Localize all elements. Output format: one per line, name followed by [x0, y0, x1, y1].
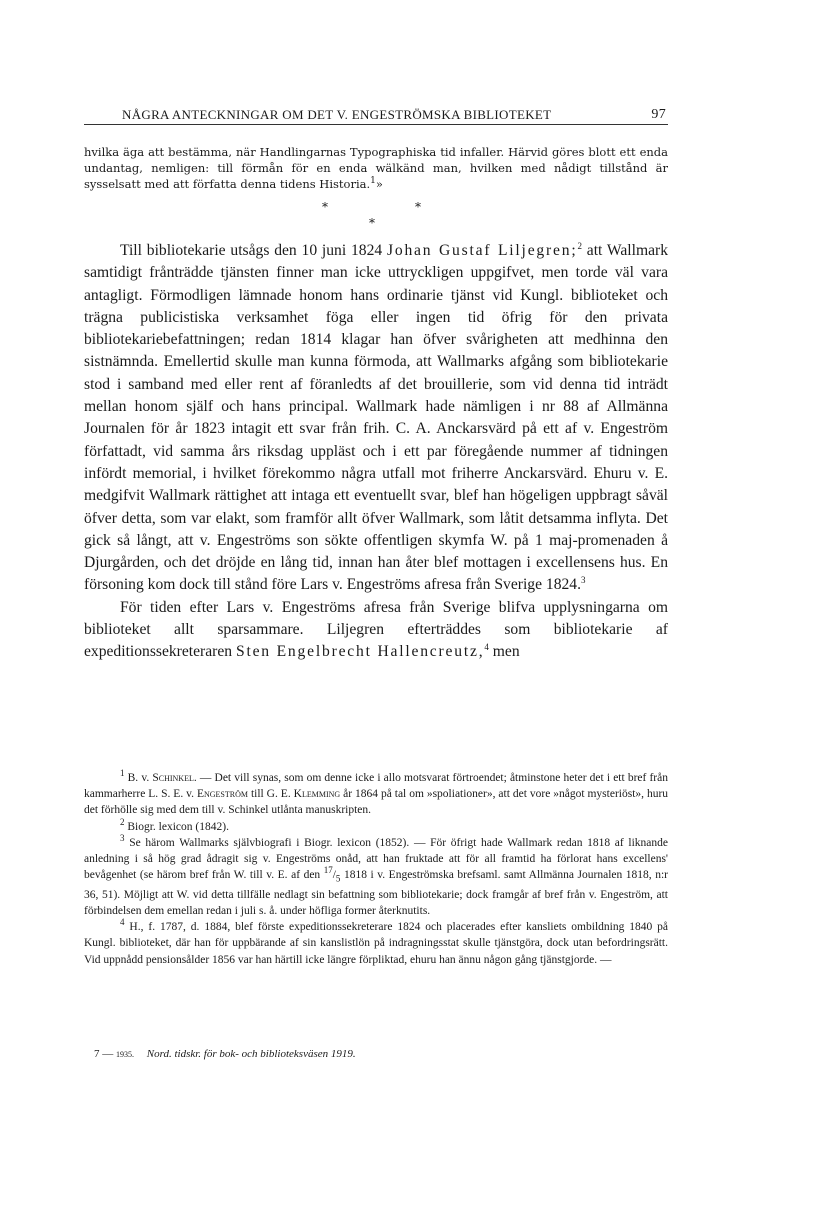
footnote-4 [84, 919, 668, 968]
paragraph-1-body: att Wallmark samtidigt frånträdde tjänsten finner man icke uttryckligen uppgifvet, men torde väl vara antagligt. Förmodligen lämnade honom hans ordinarie tjänst vid Kungl. biblioteket och trägna publicistiska verksamhet föga eller ingen tid öfrig för den privata bibliotekariebefattningen; redan 1814 klagar han öfver svårigheten att medhinna den sistnämnda. Emellertid skulle man kunna förmoda, att Wallmarks afgång som bibliotekarie stod i samband med eller rent af föranledts af det brouillerie, som vid denna tid inträdt mellan honom själf och hans principal. Wallmark hade nämligen i nr 88 af Allmänna Journalen för år 1823 intagit ett svar från frih. C. A. Anckarsvärd på ett af v. Engeström författadt, vid samma års riksdag uppläst och i ett par föregående nummer af tidningen infördt memorial, i hvilket förekommo några utfall mot friherre Anckarsvärd. Ehuru v. E. medgifvit Wallmark rättighet att intaga ett eventuellt svar, blef han högeligen uppbragt såväl öfver detta, som var elakt, som framför allt öfver Wallmark, som låtit detsamma inflyta. Det gick så långt, att v. Engeströms son sökte offentligen skymfa W. på 1 maj-promenaden å Djurgården, och det dröjde en lång tid, innan han åter blef mottagen i excellensens hus. En försoning kom dock till stånd före Lars v. Engeströms afresa från Sverige 1824. [84, 242, 668, 594]
closing-quote: » [375, 177, 383, 191]
footnotes [84, 770, 668, 968]
footnote-1-mark: 1 [120, 768, 125, 779]
section-ornament [84, 200, 668, 232]
footnote-4-mark: 4 [120, 917, 125, 928]
footnote-1-author: Schinkel. [152, 772, 197, 784]
footnote-1-name-engestrom: Engeström [196, 788, 248, 801]
footnote-3: $^3$ Se härom Wallmarks självbiografi i Biogr. lexicon (1852). — För öfrigt hade Wallmark redan 1818 af liknande anledning i så hög grad ådragit sig v. Engeströms onåd, att han fruktade att för all framtid ha förlorat hans excellens' bevågenhet (se härom bref från W. till v. E. af den $^{17}/_5$ 1818 i v. Engeströmska brefsaml. samt Allmänna Journalen 1818, n:r 36, 51). Möjligt att W. vid detta tillfälle nedlagt sin befattning som bibliotekarie; dock framgår af bref från v. Engeström, att förbindelsen dem emellan redan i juli s. å. under höfliga former återknutits. [84, 832, 669, 917]
footnote-4-text: H., f. 1787, d. 1884, blef förste expeditionssekreterare 1824 och placerades efter kansliets ombildning 1840 på Kungl. biblioteket, där han för uppbärande af sin kanslistlön på indragningsstat skulle tjänstgöra, dock utan befordringsrätt. Vid uppnådd pensionsålder 1856 var han härtill icke längre förpliktad, ehuru han ännu någon gång tjänstgjorde. — [84, 921, 669, 966]
paragraph-2-start: För tiden efter Lars v. Engeströms afresa från Sverige blifva upplysningarna om biblioteket allt sparsammare. Liljegren efterträddes som bibliotekarie af expeditionssekreteraren [84, 598, 668, 661]
ornament-star-bottom: * [369, 216, 375, 230]
footnote-3-a: Se härom Wallmarks självbiografi i Biogr. lexicon (1852). — För öfrigt hade Wallmark redan 1818 af liknande anledning i så hög grad ådragit sig v. Engeströms onåd, att han fruktade att för all framtid ha förlorat hans excellens' bevågenhet (se härom bref från W. till v. E. af den [84, 836, 669, 882]
signature-journal: Nord. tidskr. för bok- och biblioteksväsen 1919. [146, 1048, 356, 1060]
footnote-ref-1: 1 [370, 176, 376, 187]
carry-over-text: hvilka äga att bestämma, när Handlingarnas Typographiska tid infaller. Härvid göres blott ett enda undantag, nemligen: till förmån för en enda wälkänd man, hvilken med nådigt tillstånd är sysselsatt med att författa denna tidens Historia. [84, 145, 668, 191]
footnote-2-mark: 2 [120, 816, 125, 827]
footnote-1-b: — Det vill synas, som om denne icke i allo motsvarat förtroendet; åtminstone heter det i ett bref från kammarherre L. S. E. v. [84, 772, 668, 801]
page-number: 97 [651, 107, 666, 122]
paragraph-2-end: men [492, 643, 520, 661]
ornament-star-left: * [322, 200, 328, 214]
ornament-star-right: * [415, 200, 421, 214]
footnote-3-date-month: 5 [335, 873, 341, 884]
footnote-ref-3: 3 [581, 575, 586, 586]
paragraph-1-start: Till bibliotekarie utsågs den 10 juni 1824 [120, 242, 383, 259]
signature-sheet: 7 — [94, 1048, 114, 1060]
footnote-1-a: B. v. [127, 772, 150, 784]
footnote-1-d: år 1864 på tal om »spoliationer», att det vore »något mysteriöst», huru det förhölle sig med dem till v. Schinkel utlånta manuskripten. [84, 788, 669, 817]
footnote-2-text: Biogr. lexicon (1842). [127, 820, 229, 833]
paragraph-1 [84, 240, 668, 597]
footnote-3-mark: 3 [120, 832, 125, 843]
carry-over-quote [84, 144, 668, 192]
signature-sheet-code: 1935. [116, 1050, 134, 1059]
running-head-title: NÅGRA ANTECKNINGAR OM DET V. ENGESTRÖMSKA BIBLIOTEKET [122, 107, 552, 122]
signature-line [94, 1048, 356, 1060]
person-name-hallencreutz: Sten Engelbrecht Hallencreutz, [235, 643, 485, 661]
running-head [84, 106, 668, 125]
footnote-3-b: 1818 i v. Engeströmska brefsaml. samt Allmänna Journalen 1818, n:r 36, 51). Möjligt att W. vid detta tillfälle nedlagt sin befattning som bibliotekarie; dock framgår af bref från v. Engeström, att förbindelsen dem emellan redan i juli s. å. under höfliga former återknutits. [84, 869, 668, 917]
footnote-ref-2: 2 [577, 240, 582, 251]
footnote-3-date-day: 17 [323, 865, 333, 876]
paragraph-2 [84, 597, 668, 664]
footnote-1-name-klemming: Klemming [293, 788, 341, 801]
footnote-1-c: till G. E. [250, 788, 291, 801]
main-text [84, 240, 668, 664]
footnote-1 [84, 770, 668, 819]
footnote-2 [84, 816, 668, 835]
person-name-liljegren: Johan Gustaf Liljegren; [387, 242, 578, 259]
footnote-ref-4: 4 [484, 642, 489, 653]
